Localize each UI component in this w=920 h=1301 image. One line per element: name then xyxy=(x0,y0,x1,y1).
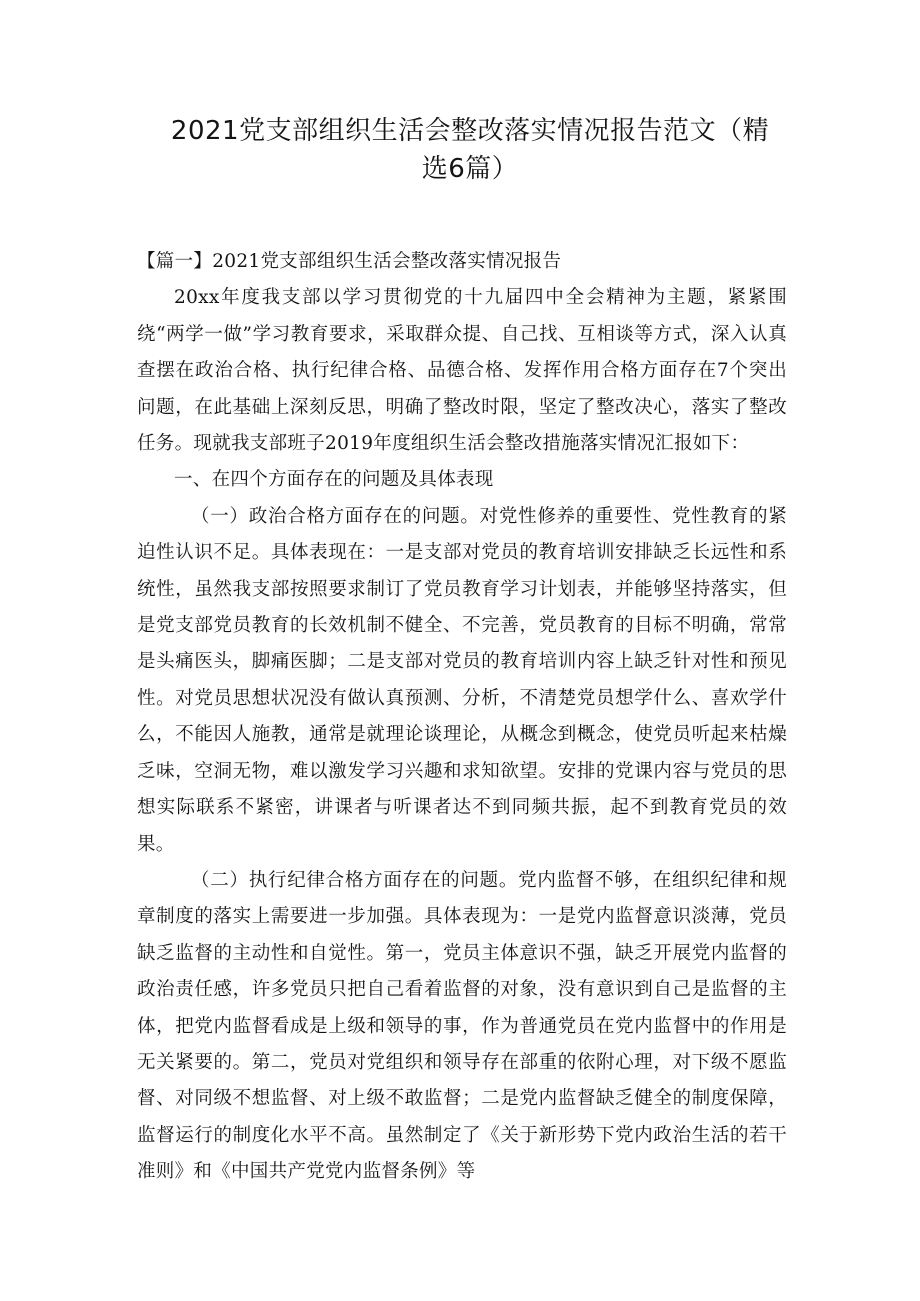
document-body xyxy=(137,244,787,1191)
body-paragraph: （一）政治合格方面存在的问题。对党性修养的重要性、党性教育的紧迫性认识不足。具体表现在：一是支部对党员的教育培训安排缺乏长远性和系统性，虽然我支部按照要求制订了党员教育学习计划表，并能够坚持落实，但是党支部党员教育的长效机制不健全、不完善，党员教育的目标不明确，常常是头痛医头，脚痛医脚；二是支部对党员的教育培训内容上缺乏针对性和预见性。对党员思想状况没有做认真预测、分析，不清楚党员想学什么、喜欢学什么，不能因人施教，通常是就理论谈理论，从概念到概念，使党员听起来枯燥乏味，空洞无物，难以激发学习兴趣和求知欲望。安排的党课内容与党员的思想实际联系不紧密，讲课者与听课者达不到同频共振，起不到教育党员的效果。 xyxy=(137,505,787,855)
section-heading: 【篇一】2021党支部组织生活会整改落实情况报告 xyxy=(137,251,562,272)
document-title: 2021党支部组织生活会整改落实情况报告范文（精选6篇） xyxy=(170,116,770,184)
body-paragraph: 20xx年度我支部以学习贯彻党的十九届四中全会精神为主题，紧紧围绕“两学一做”学习教育要求，采取群众提、自己找、互相谈等方式，深入认真查摆在政治合格、执行纪律合格、品德合格、发挥作用合格方面存在7个突出问题，在此基础上深刻反思，明确了整改时限，坚定了整改决心，落实了整改任务。现就我支部班子2019年度组织生活会整改措施落实情况汇报如下： xyxy=(137,287,787,455)
body-paragraph: （二）执行纪律合格方面存在的问题。党内监督不够，在组织纪律和规章制度的落实上需要进一步加强。具体表现为：一是党内监督意识淡薄，党员缺乏监督的主动性和自觉性。第一，党员主体意识不强，缺乏开展党内监督的政治责任感，许多党员只把自己看着监督的对象，没有意识到自己是监督的主体，把党内监督看成是上级和领导的事，作为普通党员在党内监督中的作用是无关紧要的。第二，党员对党组织和领导存在部重的依附心理，对下级不愿监督、对同级不想监督、对上级不敢监督；二是党内监督缺乏健全的制度保障，监督运行的制度化水平不高。虽然制定了《关于新形势下党内政治生活的若干准则》和《中国共产党党内监督条例》等 xyxy=(137,869,787,1183)
subsection-heading: 一、在四个方面存在的问题及具体表现 xyxy=(174,469,494,491)
